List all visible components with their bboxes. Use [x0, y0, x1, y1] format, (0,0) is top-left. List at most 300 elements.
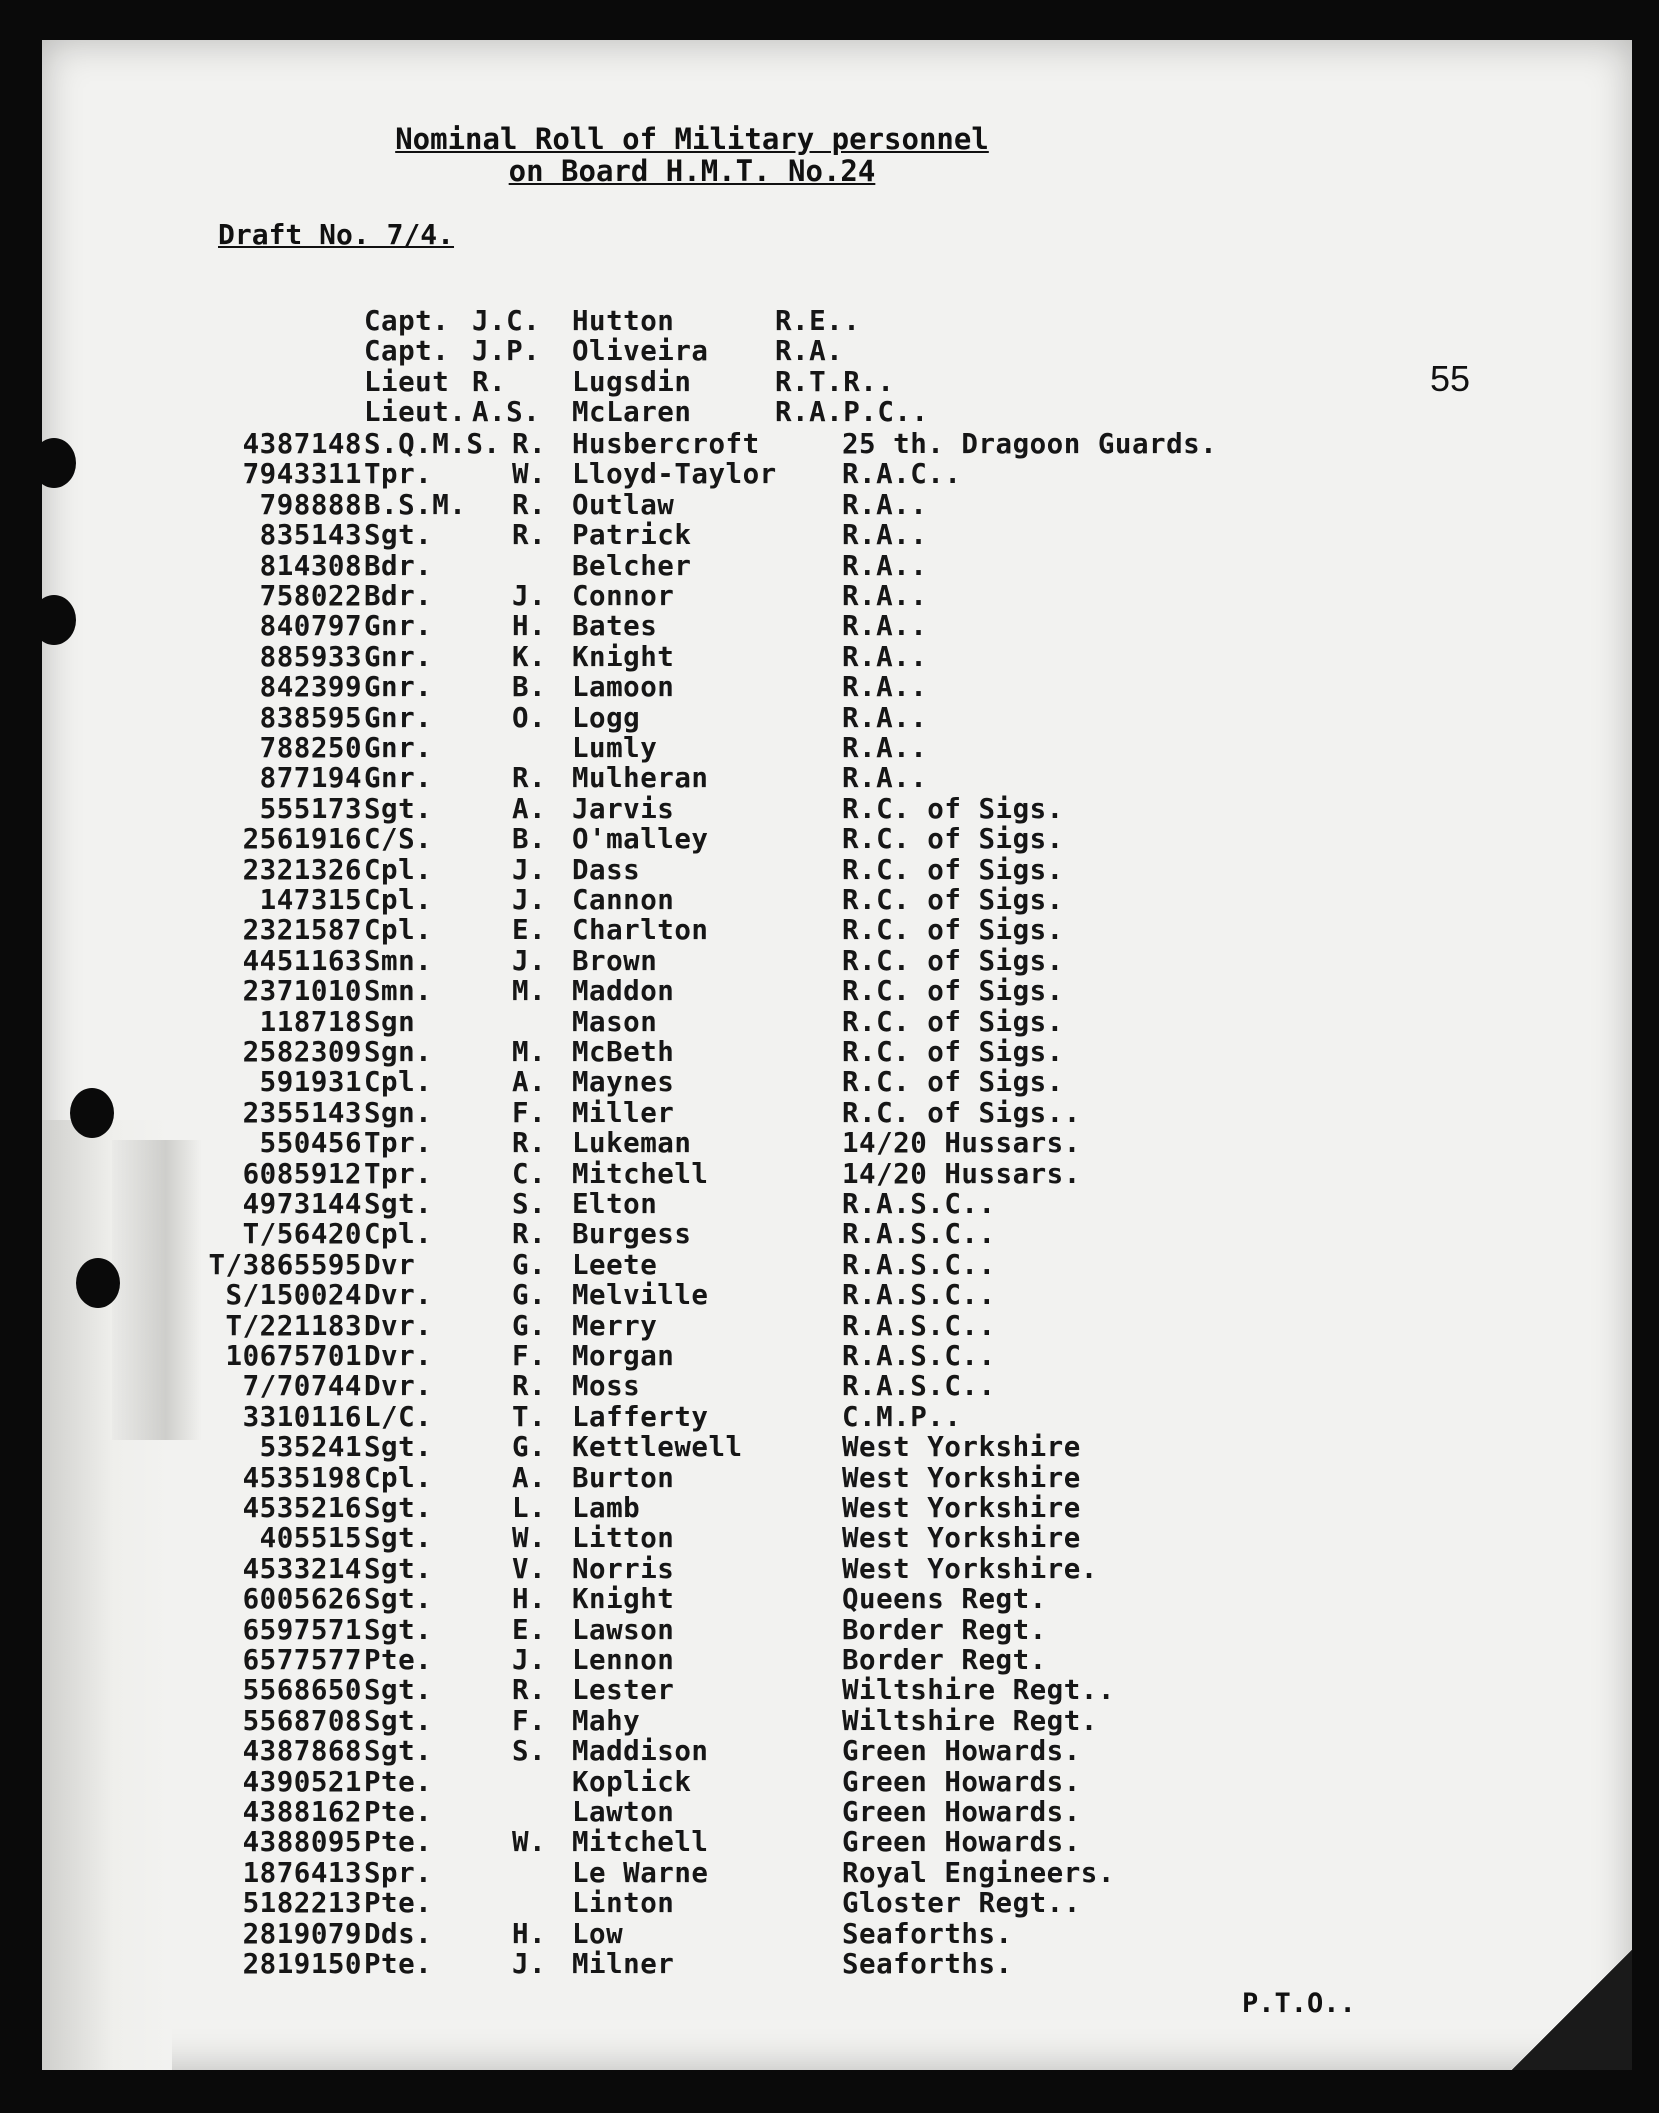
surname: Miller [572, 1096, 675, 1129]
initials: S. [512, 1188, 547, 1220]
initials: H. [512, 610, 547, 643]
unit: R.C. of Sigs. [842, 975, 1064, 1008]
service-number: 5568650 [242, 1674, 362, 1707]
service-number: 7943311 [242, 458, 362, 491]
unit: R.A.. [842, 701, 928, 734]
initials: M. [512, 1036, 547, 1068]
rank: Tpr. [364, 1157, 433, 1190]
service-number: T/3865595 [208, 1248, 362, 1281]
officer-row [42, 305, 1442, 335]
initials: R. [512, 428, 547, 460]
personnel-row [42, 914, 1442, 947]
personnel-row [42, 732, 1442, 762]
rank: Pte. [364, 1826, 433, 1859]
officer-initials: A.S. [472, 396, 541, 429]
rank: Pte. [364, 1887, 433, 1920]
surname: Lukeman [572, 1127, 692, 1160]
rank: Cpl. [364, 914, 433, 947]
unit: Gloster Regt.. [842, 1887, 1081, 1920]
service-number: 788250 [259, 732, 362, 764]
surname: Mitchell [572, 1157, 709, 1190]
initials: W. [512, 458, 547, 491]
service-number: 6005626 [242, 1583, 362, 1616]
personnel-row [42, 702, 1442, 732]
surname: Koplick [572, 1765, 692, 1798]
rank: Pte. [364, 1948, 433, 1980]
initials: K. [512, 640, 547, 673]
personnel-row [42, 580, 1442, 610]
service-number: 10675701 [225, 1340, 362, 1372]
surname: Brown [572, 944, 658, 977]
service-number: 835143 [259, 519, 362, 552]
surname: Burgess [572, 1218, 692, 1251]
surname: Logg [572, 701, 641, 734]
initials: F. [512, 1096, 547, 1129]
personnel-row [42, 1887, 1442, 1920]
service-number: 535241 [259, 1431, 362, 1464]
surname: Husbercroft [572, 428, 760, 460]
service-number: 550456 [259, 1127, 362, 1160]
surname: Lafferty [572, 1400, 709, 1433]
rank: Cpl. [364, 853, 433, 886]
surname: Milner [572, 1948, 675, 1980]
document-title-line1: Nominal Roll of Military personnel [395, 122, 989, 156]
service-number: 6085912 [242, 1157, 362, 1190]
initials: H. [512, 1583, 547, 1616]
unit: R.A.. [842, 640, 928, 673]
unit: West Yorkshire [842, 1492, 1081, 1524]
surname: McBeth [572, 1036, 675, 1068]
surname: Lamb [572, 1492, 641, 1524]
service-number: 842399 [259, 671, 362, 704]
unit: R.A.. [842, 732, 928, 764]
personnel-row [42, 458, 1442, 491]
service-number: 4535198 [242, 1461, 362, 1494]
surname: Lamoon [572, 671, 675, 704]
rank: Bdr. [364, 580, 433, 612]
personnel-row [42, 519, 1442, 552]
officer-surname: McLaren [572, 396, 692, 429]
initials: A. [512, 1066, 547, 1099]
officer-initials: J.C. [472, 305, 541, 337]
unit: Border Regt. [842, 1613, 1047, 1646]
service-number: 4390521 [242, 1765, 362, 1798]
service-number: 4973144 [242, 1188, 362, 1220]
personnel-row [42, 975, 1442, 1008]
personnel-row [42, 762, 1442, 795]
initials: R. [512, 519, 547, 552]
rank: Gnr. [364, 701, 433, 734]
service-number: 758022 [259, 580, 362, 612]
personnel-row [42, 1644, 1442, 1674]
service-number: 2321326 [242, 853, 362, 886]
personnel-row [42, 1249, 1442, 1279]
unit: R.A.. [842, 610, 928, 643]
officer-rank: Capt. [364, 335, 450, 368]
unit: R.A.C.. [842, 458, 962, 491]
personnel-row [42, 1766, 1442, 1796]
rank: Gnr. [364, 671, 433, 704]
surname: Knight [572, 640, 675, 673]
unit: 14/20 Hussars. [842, 1157, 1081, 1190]
personnel-row [42, 854, 1442, 884]
unit: Wiltshire Regt. [842, 1704, 1098, 1737]
rank: Pte. [364, 1765, 433, 1798]
rank: Sgt. [364, 792, 433, 825]
personnel-row [42, 1735, 1442, 1768]
personnel-row [42, 945, 1442, 975]
service-number: 2371010 [242, 975, 362, 1008]
initials: R. [512, 762, 547, 795]
service-number: 1876413 [242, 1856, 362, 1889]
officer-rank: Lieut [364, 365, 450, 398]
initials: J. [512, 944, 547, 977]
surname: Maynes [572, 1066, 675, 1099]
personnel-row [42, 1674, 1442, 1707]
surname: Burton [572, 1461, 675, 1494]
unit: R.C. of Sigs. [842, 1005, 1064, 1038]
service-number: 7/70744 [242, 1370, 362, 1403]
personnel-row [42, 1614, 1442, 1644]
service-number: 118718 [259, 1005, 362, 1038]
officer-surname: Lugsdin [572, 365, 692, 398]
personnel-row [42, 1796, 1442, 1826]
surname: Maddison [572, 1735, 709, 1768]
initials: R. [512, 488, 547, 521]
draft-number: Draft No. 7/4. [218, 218, 455, 251]
officer-rank: Capt. [364, 305, 450, 337]
service-number: 6597571 [242, 1613, 362, 1646]
surname: Lloyd-Taylor [572, 458, 777, 491]
document-page [42, 40, 1632, 2070]
initials: H. [512, 1917, 547, 1950]
initials: R. [512, 1127, 547, 1160]
rank: Sgt. [364, 1704, 433, 1737]
rank: Cpl. [364, 1218, 433, 1251]
surname: Moss [572, 1370, 641, 1403]
initials: M. [512, 975, 547, 1008]
initials: E. [512, 914, 547, 947]
officer-row [42, 396, 1442, 429]
unit: R.A.. [842, 671, 928, 704]
unit: R.C. of Sigs. [842, 944, 1064, 977]
initials: C. [512, 1157, 547, 1190]
rank: Cpl. [364, 884, 433, 916]
initials: J. [512, 853, 547, 886]
rank: Dvr. [364, 1370, 433, 1403]
personnel-row [42, 1310, 1442, 1340]
rank: Sgt. [364, 519, 433, 552]
surname: Mulheran [572, 762, 709, 795]
rank: Dvr. [364, 1279, 433, 1312]
surname: Cannon [572, 884, 675, 916]
unit: R.C. of Sigs. [842, 823, 1064, 856]
service-number: S/150024 [225, 1279, 362, 1312]
rank: Tpr. [364, 458, 433, 491]
personnel-row [42, 1066, 1442, 1099]
initials: T. [512, 1400, 547, 1433]
rank: Smn. [364, 975, 433, 1008]
rank: Dvr [364, 1248, 416, 1281]
personnel-row [42, 1492, 1442, 1522]
personnel-row [42, 1431, 1442, 1464]
document-title-line2: on Board H.M.T. No.24 [508, 154, 876, 188]
service-number: 2321587 [242, 914, 362, 947]
personnel-row [42, 1553, 1442, 1583]
unit: Queens Regt. [842, 1583, 1047, 1616]
unit: Royal Engineers. [842, 1856, 1115, 1889]
service-number: 5182213 [242, 1887, 362, 1920]
rank: Pte. [364, 1644, 433, 1676]
service-number: T/221183 [225, 1309, 362, 1342]
initials: F. [512, 1704, 547, 1737]
service-number: 6577577 [242, 1644, 362, 1676]
personnel-row [42, 1522, 1442, 1555]
unit: R.A.. [842, 549, 928, 582]
officer-initials: R. [472, 365, 507, 398]
surname: Jarvis [572, 792, 675, 825]
unit: West Yorkshire [842, 1522, 1081, 1555]
unit: R.A.. [842, 762, 928, 795]
officer-unit: R.T.R.. [775, 365, 895, 398]
unit: R.A.S.C.. [842, 1279, 996, 1312]
rank: Smn. [364, 944, 433, 977]
service-number: 5568708 [242, 1704, 362, 1737]
unit: R.A.S.C.. [842, 1370, 996, 1403]
surname: Dass [572, 853, 641, 886]
unit: Green Howards. [842, 1765, 1081, 1798]
surname: Le Warne [572, 1856, 709, 1889]
personnel-row [42, 1401, 1442, 1431]
surname: Linton [572, 1887, 675, 1920]
personnel-row [42, 1857, 1442, 1887]
rank: Gnr. [364, 732, 433, 764]
unit: R.A.. [842, 580, 928, 612]
surname: Litton [572, 1522, 675, 1555]
unit: R.C. of Sigs. [842, 792, 1064, 825]
personnel-row [42, 1188, 1442, 1218]
service-number: 2561916 [242, 823, 362, 856]
rank: Sgt. [364, 1735, 433, 1768]
surname: Lester [572, 1674, 675, 1707]
initials: R. [512, 1370, 547, 1403]
officer-rank: Lieut. [364, 396, 467, 429]
service-number: 147315 [259, 884, 362, 916]
unit: Seaforths. [842, 1948, 1013, 1980]
service-number: 885933 [259, 640, 362, 673]
personnel-row [42, 1705, 1442, 1735]
service-number: 2819079 [242, 1917, 362, 1950]
surname: Norris [572, 1552, 675, 1585]
rank: Pte. [364, 1796, 433, 1828]
rank: Tpr. [364, 1127, 433, 1160]
personnel-row [42, 1097, 1442, 1127]
surname: Lawton [572, 1796, 675, 1828]
officer-row [42, 335, 1442, 368]
rank: S.Q.M.S. [364, 428, 501, 460]
surname: Outlaw [572, 488, 675, 521]
surname: Merry [572, 1309, 658, 1342]
personnel-row [42, 1218, 1442, 1251]
service-number: 2582309 [242, 1036, 362, 1068]
service-number: 2819150 [242, 1948, 362, 1980]
service-number: 877194 [259, 762, 362, 795]
folded-corner [1512, 1950, 1632, 2070]
officer-unit: R.A. [775, 335, 844, 368]
personnel-row [42, 1158, 1442, 1188]
personnel-row [42, 1462, 1442, 1492]
rank: B.S.M. [364, 488, 467, 521]
service-number: 798888 [259, 488, 362, 521]
rank: Dds. [364, 1917, 433, 1950]
initials: B. [512, 823, 547, 856]
surname: Lawson [572, 1613, 675, 1646]
rank: Sgn. [364, 1036, 433, 1068]
officer-row [42, 366, 1442, 396]
service-number: 555173 [259, 792, 362, 825]
unit: R.A.S.C.. [842, 1340, 996, 1372]
surname: Morgan [572, 1340, 675, 1372]
rank: Gnr. [364, 640, 433, 673]
officer-surname: Oliveira [572, 335, 709, 368]
initials: O. [512, 701, 547, 734]
initials: R. [512, 1674, 547, 1707]
rank: Dvr. [364, 1309, 433, 1342]
service-number: 4387148 [242, 428, 362, 460]
unit: Green Howards. [842, 1826, 1081, 1859]
initials: A. [512, 792, 547, 825]
service-number: 4388095 [242, 1826, 362, 1859]
initials: G. [512, 1279, 547, 1312]
rank: Sgt. [364, 1674, 433, 1707]
surname: Low [572, 1917, 624, 1950]
page-number: 55 [1430, 358, 1471, 399]
unit: R.C. of Sigs.. [842, 1096, 1081, 1129]
rank: L/C. [364, 1400, 433, 1433]
unit: Green Howards. [842, 1735, 1081, 1768]
unit: 14/20 Hussars. [842, 1127, 1081, 1160]
unit: R.C. of Sigs. [842, 853, 1064, 886]
officer-surname: Hutton [572, 305, 675, 337]
initials: J. [512, 884, 547, 916]
personnel-row [42, 793, 1442, 823]
personnel-row [42, 884, 1442, 914]
unit: C.M.P.. [842, 1400, 962, 1433]
rank: Sgn [364, 1005, 416, 1038]
unit: 25 th. Dragoon Guards. [842, 428, 1218, 460]
rank: Cpl. [364, 1461, 433, 1494]
service-number: 4533214 [242, 1552, 362, 1585]
initials: F. [512, 1340, 547, 1372]
personnel-row [42, 428, 1442, 458]
unit: R.A.. [842, 488, 928, 521]
service-number: 4535216 [242, 1492, 362, 1524]
unit: R.A.S.C.. [842, 1218, 996, 1251]
rank: Sgt. [364, 1583, 433, 1616]
rank: Gnr. [364, 610, 433, 643]
officer-unit: R.A.P.C.. [775, 396, 929, 429]
surname: Lennon [572, 1644, 675, 1676]
unit: R.C. of Sigs. [842, 1036, 1064, 1068]
surname: O'malley [572, 823, 709, 856]
surname: Knight [572, 1583, 675, 1616]
service-number: T/56420 [242, 1218, 362, 1251]
initials: G. [512, 1431, 547, 1464]
rank: Sgt. [364, 1188, 433, 1220]
surname: Mahy [572, 1704, 641, 1737]
service-number: 4388162 [242, 1796, 362, 1828]
initials: G. [512, 1248, 547, 1281]
surname: Patrick [572, 519, 692, 552]
rank: Dvr. [364, 1340, 433, 1372]
personnel-row [42, 1340, 1442, 1370]
rank: Spr. [364, 1856, 433, 1889]
rank: Cpl. [364, 1066, 433, 1099]
service-number: 840797 [259, 610, 362, 643]
personnel-row [42, 610, 1442, 643]
initials: J. [512, 1948, 547, 1980]
initials: J. [512, 1644, 547, 1676]
unit: Seaforths. [842, 1917, 1013, 1950]
personnel-row [42, 1006, 1442, 1036]
officer-unit: R.E.. [775, 305, 861, 337]
rank: Sgt. [364, 1431, 433, 1464]
personnel-row [42, 489, 1442, 519]
surname: Charlton [572, 914, 709, 947]
unit: R.C. of Sigs. [842, 884, 1064, 916]
unit: R.A.S.C.. [842, 1188, 996, 1220]
service-number: 4387868 [242, 1735, 362, 1768]
unit: R.C. of Sigs. [842, 1066, 1064, 1099]
surname: Bates [572, 610, 658, 643]
rank: Sgt. [364, 1492, 433, 1524]
personnel-row [42, 1826, 1442, 1859]
unit: West Yorkshire [842, 1431, 1081, 1464]
personnel-row [42, 1370, 1442, 1403]
service-number: 3310116 [242, 1400, 362, 1433]
surname: Mason [572, 1005, 658, 1038]
unit: R.C. of Sigs. [842, 914, 1064, 947]
rank: C/S. [364, 823, 433, 856]
service-number: 2355143 [242, 1096, 362, 1129]
pto-note: P.T.O.. [1242, 1988, 1356, 2019]
surname: Elton [572, 1188, 658, 1220]
officer-initials: J.P. [472, 335, 541, 368]
personnel-row [42, 1279, 1442, 1312]
unit: R.A.. [842, 519, 928, 552]
rank: Bdr. [364, 549, 433, 582]
unit: Wiltshire Regt.. [842, 1674, 1115, 1707]
service-number: 591931 [259, 1066, 362, 1099]
personnel-row [42, 1036, 1442, 1066]
service-number: 814308 [259, 549, 362, 582]
initials: A. [512, 1461, 547, 1494]
unit: Green Howards. [842, 1796, 1081, 1828]
personnel-row [42, 1918, 1442, 1948]
surname: Belcher [572, 549, 692, 582]
initials: S. [512, 1735, 547, 1768]
rank: Sgt. [364, 1613, 433, 1646]
initials: R. [512, 1218, 547, 1251]
unit: West Yorkshire. [842, 1552, 1098, 1585]
personnel-row [42, 1583, 1442, 1616]
surname: Lumly [572, 732, 658, 764]
initials: J. [512, 580, 547, 612]
unit: R.A.S.C.. [842, 1309, 996, 1342]
initials: B. [512, 671, 547, 704]
surname: Melville [572, 1279, 709, 1312]
initials: E. [512, 1613, 547, 1646]
